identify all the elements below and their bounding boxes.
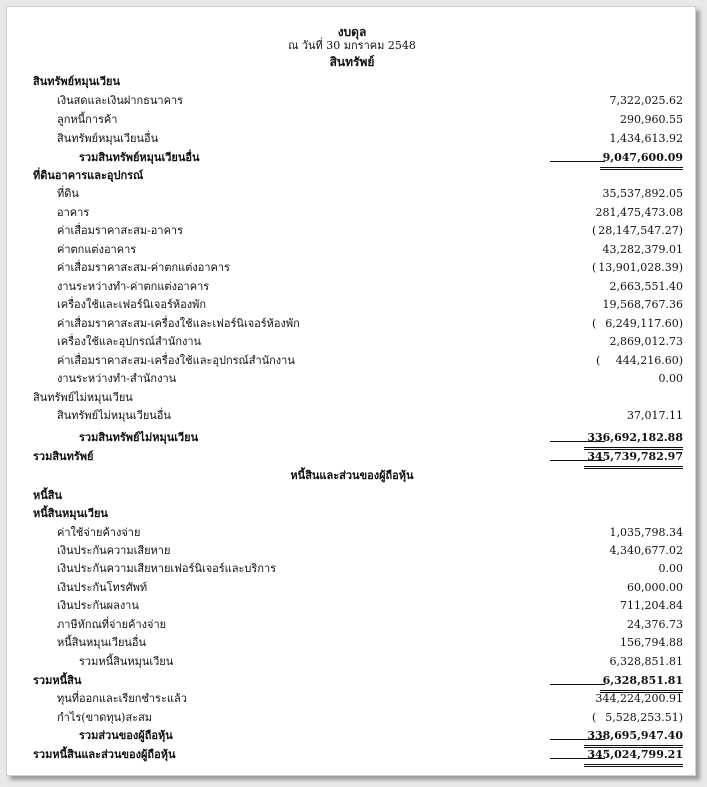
- line-item: ค่าเสื่อมราคาสะสม-เครื่องใช้และอุปกรณ์สำนักงาน ( 444,216.60): [57, 354, 683, 367]
- line-item: ลูกหนี้การค้า 290,960.55: [57, 113, 683, 126]
- line-item: ค่าใช้จ่ายค้างจ่าย 1,035,798.34: [57, 526, 683, 539]
- line-item: เครื่องใช้และเฟอร์นิเจอร์ห้องพัก 19,568,767.36: [57, 298, 683, 311]
- assets-heading: สินทรัพย์: [329, 55, 375, 69]
- line-item: ค่าเสื่อมราคาสะสม-เครื่องใช้และเฟอร์นิเจอร์ห้องพัก ( 6,249,117.60): [57, 317, 683, 330]
- line-item: เครื่องใช้และอุปกรณ์สำนักงาน 2,869,012.73: [57, 335, 683, 348]
- line-item: เงินประกันความเสียหาย 4,340,677.02: [57, 544, 683, 557]
- line-item: เงินสดและเงินฝากธนาคาร 7,322,025.62: [57, 94, 683, 107]
- total-equity-row: รวมส่วนของผู้ถือหุ้น 338,695,947.40: [7, 727, 697, 745]
- total-liabilities-row: รวมหนี้สิน 6,328,851.81: [7, 672, 697, 690]
- total-assets-row: รวมสินทรัพย์ 345,739,782.97: [7, 448, 697, 466]
- section-heading: หนี้สินหมุนเวียน: [33, 507, 108, 520]
- section-heading: สินทรัพย์หมุนเวียน: [33, 75, 121, 88]
- line-item: เงินประกันผลงาน 711,204.84: [57, 599, 683, 612]
- section-heading: สินทรัพย์ไม่หมุนเวียน: [33, 391, 133, 404]
- liabilities-equity-heading: หนี้สินและส่วนของผู้ถือหุ้น: [290, 469, 414, 482]
- grand-total-row: รวมหนี้สินและส่วนของผู้ถือหุ้น 345,024,799.21: [7, 746, 697, 764]
- line-item: เงินประกันโทรศัพท์ 60,000.00: [57, 581, 683, 594]
- line-item: ค่าตกแต่งอาคาร 43,282,379.01: [57, 243, 683, 256]
- line-item: งานระหว่างทำ-สำนักงาน 0.00: [57, 372, 683, 385]
- section-heading: ที่ดินอาคารและอุปกรณ์: [33, 169, 144, 182]
- line-item: ทุนที่ออกและเรียกชำระแล้ว 344,224,200.91: [57, 692, 683, 705]
- line-item: อาคาร 281,475,473.08: [57, 206, 683, 219]
- line-item: หนี้สินหมุนเวียนอื่น 156,794.88: [57, 636, 683, 649]
- line-item: ที่ดิน 35,537,892.05: [57, 187, 683, 200]
- line-item: ค่าเสื่อมราคาสะสม-อาคาร ( 28,147,547.27): [57, 224, 683, 237]
- subtotal-row: รวมสินทรัพย์ไม่หมุนเวียน 336,692,182.88: [7, 429, 697, 447]
- line-item: สินทรัพย์ไม่หมุนเวียนอื่น 37,017.11: [57, 409, 683, 422]
- line-item: กำไร(ขาดทุน)สะสม ( 5,528,253.51): [57, 711, 683, 724]
- line-item: เงินประกันความเสียหายเฟอร์นิเจอร์และบริการ 0.00: [57, 562, 683, 575]
- statement-date: ณ วันที่ 30 มกราคม 2548: [288, 39, 416, 52]
- statement-title: งบดุล: [337, 25, 367, 39]
- section-heading: หนี้สิน: [33, 489, 63, 502]
- line-item: สินทรัพย์หมุนเวียนอื่น 1,434,613.92: [57, 132, 683, 145]
- balance-sheet-page: [6, 6, 696, 776]
- line-item: ภาษีหักณที่จ่ายค้างจ่าย 24,376.73: [57, 618, 683, 631]
- subtotal-row: รวมหนี้สินหมุนเวียน 6,328,851.81: [79, 655, 683, 668]
- line-item: ค่าเสื่อมราคาสะสม-ค่าตกแต่งอาคาร ( 13,901,028.39): [57, 261, 683, 274]
- line-item: งานระหว่างทำ-ค่าตกแต่งอาคาร 2,663,551.40: [57, 280, 683, 293]
- subtotal-row: รวมสินทรัพย์หมุนเวียนอื่น 9,047,600.09: [7, 149, 697, 167]
